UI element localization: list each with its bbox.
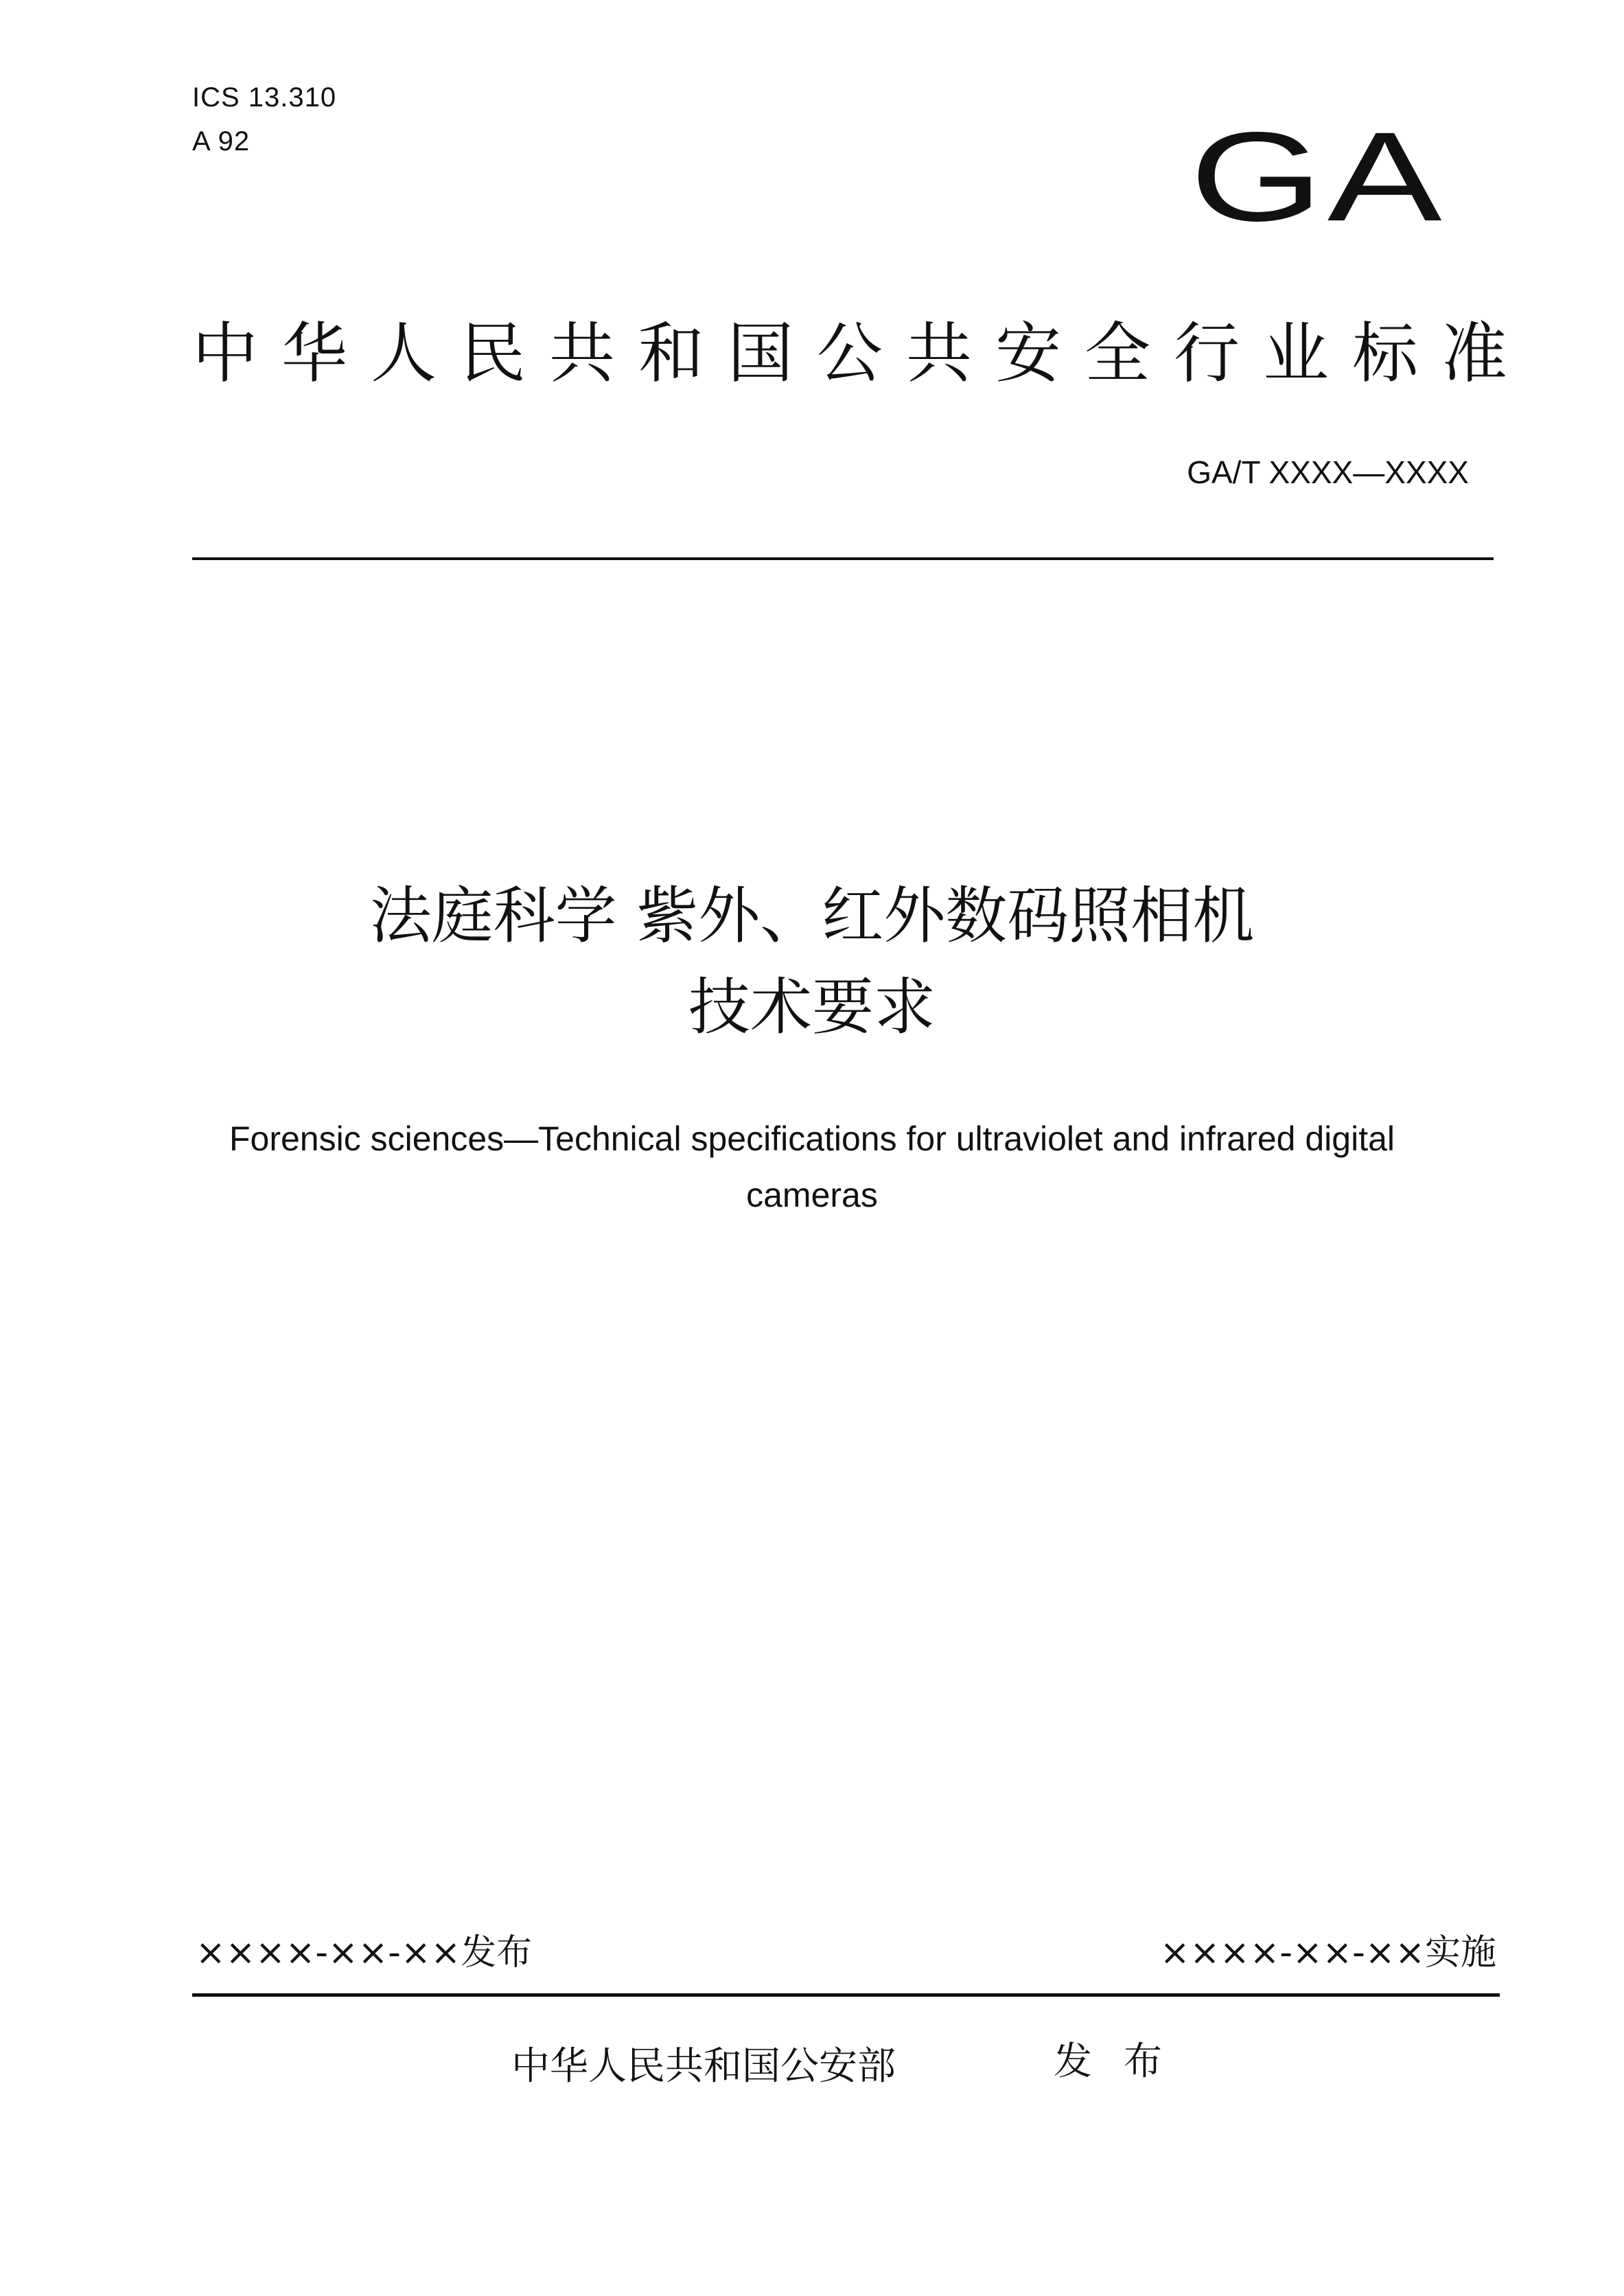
chinese-title-line-1: 法庭科学 紫外、红外数码照相机 <box>369 880 1255 952</box>
bottom-divider <box>192 1993 1500 1997</box>
english-title-line-2: cameras <box>746 1176 878 1214</box>
classification-code: A 92 <box>192 126 251 156</box>
issue-date: ××××-××-××发布 <box>196 1932 533 1973</box>
chinese-title-line-2: 技术要求 <box>688 971 936 1043</box>
standard-number: GA/T XXXX—XXXX <box>1187 454 1469 490</box>
top-divider <box>192 557 1494 560</box>
ga-logo: GA <box>1190 105 1446 248</box>
ics-code: ICS 13.310 <box>192 82 337 113</box>
english-title-line-1: Forensic sciences—Technical specifications for ultraviolet and infrared digital <box>229 1120 1395 1158</box>
effective-date: ××××-××-××实施 <box>1159 1932 1496 1973</box>
publish-label: 发布 <box>1054 2039 1194 2084</box>
publisher-name: 中华人民共和国公安部 <box>511 2044 896 2089</box>
standard-category-title: 中华人民共和国公共安全行业标准 <box>192 315 1531 392</box>
